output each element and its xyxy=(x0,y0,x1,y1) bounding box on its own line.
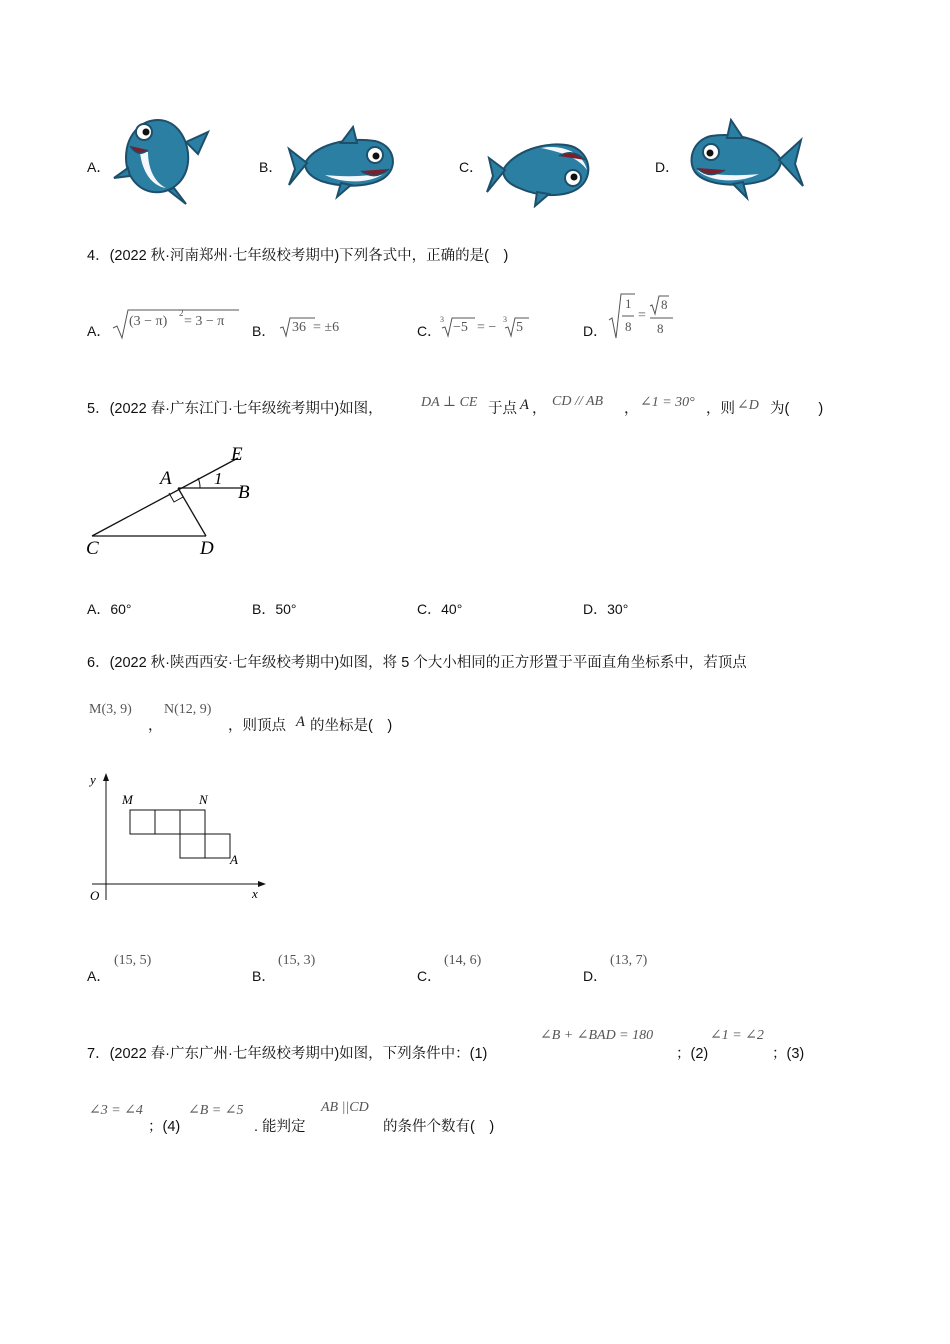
q5-stem-pre: 5．(2022 春·广东江门·七年级统考期中)如图， xyxy=(87,401,383,417)
option-label-b: B． xyxy=(259,159,283,175)
option-label-a: A． xyxy=(87,323,111,339)
q5-expr-parallel: CD // AB xyxy=(552,394,604,409)
shark-upright-icon xyxy=(108,112,213,207)
q4-d-den2: 8 xyxy=(657,321,664,336)
label-c: C xyxy=(86,538,99,559)
q6-stem-end: 的坐标是( ) xyxy=(310,718,393,734)
q5-option-c xyxy=(417,599,462,619)
option-value: 60° xyxy=(110,601,132,617)
option-value: 30° xyxy=(607,601,629,617)
option-label: B． xyxy=(252,601,276,617)
q6-n-coord: N(12, 9) xyxy=(164,702,212,717)
label-b: B xyxy=(238,482,250,503)
q4-b-radicand: 36 xyxy=(292,320,306,335)
q4-c-lhs: −5 xyxy=(453,320,468,335)
option-value-b: (15, 3) xyxy=(278,953,316,968)
q4-stem: 4．(2022 秋·河南郑州·七年级校考期中)下列各式中，正确的是( ) xyxy=(87,248,509,264)
axis-y-label: y xyxy=(90,772,96,787)
q7-condition-4: ∠B = ∠5 xyxy=(188,1103,244,1118)
option-value: 40° xyxy=(441,601,463,617)
label-m: M xyxy=(122,792,133,807)
q7-condition-2: ∠1 = ∠2 xyxy=(710,1028,764,1043)
q5-expr-perp: DA ⊥ CE xyxy=(421,395,478,410)
q4-a-radicand: (3 − π) xyxy=(129,314,168,329)
q5-sep2: ， xyxy=(624,401,639,417)
q4-c-mid: = − xyxy=(477,320,497,335)
q5-expr-angle-d: ∠D xyxy=(737,398,759,413)
q6-m-coord: M(3, 9) xyxy=(89,702,132,717)
q4-c-index: 3 xyxy=(440,315,444,324)
q6-figure xyxy=(84,770,274,910)
q5-stem-mid2: ，则 xyxy=(706,401,735,417)
q4-d-num2: 8 xyxy=(661,297,668,312)
option-label-d: D． xyxy=(583,968,608,984)
option-label: D． xyxy=(583,601,608,617)
label-e: E xyxy=(231,444,243,465)
option-value: 50° xyxy=(275,601,297,617)
q5-figure xyxy=(80,440,270,565)
q6-comma: ， xyxy=(148,718,163,734)
option-label: C． xyxy=(417,601,442,617)
option-value-c: (14, 6) xyxy=(444,953,482,968)
q4-d-num: 1 xyxy=(625,296,632,311)
option-value-a: (15, 5) xyxy=(114,953,152,968)
q4-c-rhs: 5 xyxy=(516,320,523,335)
q4-d-den: 8 xyxy=(625,319,632,334)
shark-flipped-icon xyxy=(485,130,595,208)
q5-expr-angle: ∠1 = 30° xyxy=(640,395,695,410)
label-1: 1 xyxy=(214,469,223,488)
q5-stem-end: 为( ) xyxy=(770,401,824,417)
q4-d-eq: = xyxy=(638,308,646,323)
q5-point: A xyxy=(520,397,529,413)
q7-target: AB ||CD xyxy=(321,1100,369,1115)
q6-point: A xyxy=(296,714,305,730)
q7-sep-4: . 能判定 xyxy=(254,1119,306,1135)
option-value-d: (13, 7) xyxy=(610,953,648,968)
q7-stem-end: 的条件个数有( ) xyxy=(383,1119,495,1135)
option-label-b: B． xyxy=(252,968,276,984)
option-label-a: A． xyxy=(87,968,111,984)
q7-stem-text: 7．(2022 春·广东广州·七年级校考期中)如图，下列条件中：(1) xyxy=(87,1046,488,1062)
q4-c-index-2: 3 xyxy=(503,315,507,324)
label-d: D xyxy=(200,538,214,559)
option-label-a: A． xyxy=(87,159,111,175)
q7-sep-3: ；(4) xyxy=(148,1119,181,1135)
q6-stem: 6．(2022 秋·陕西西安·七年级校考期中)如图，将 5 个大小相同的正方形置于平面直角坐标系中，若顶点 xyxy=(87,655,747,671)
option-label-c: C． xyxy=(417,968,442,984)
q5-option-a xyxy=(87,599,132,619)
shark-right-icon xyxy=(285,125,400,200)
label-a: A xyxy=(160,468,172,489)
q4-a-rhs: = 3 − π xyxy=(184,314,225,329)
option-label-b: B． xyxy=(252,323,276,339)
shark-left-icon xyxy=(683,118,808,203)
q5-stem-mid1: 于点 xyxy=(488,401,517,417)
q7-sep-1: ；(2) xyxy=(676,1046,709,1062)
q4-b-rhs: = ±6 xyxy=(313,320,340,335)
q7-condition-3: ∠3 = ∠4 xyxy=(89,1103,143,1118)
q6-stem-pre: ，则顶点 xyxy=(228,718,286,734)
option-label: A． xyxy=(87,601,111,617)
q7-condition-1: ∠B + ∠BAD = 180 xyxy=(540,1028,654,1043)
origin-label: O xyxy=(90,888,100,903)
option-label-c: C． xyxy=(459,159,484,175)
q7-sep-2: ；(3) xyxy=(772,1046,805,1062)
axis-x-label: x xyxy=(252,886,258,901)
q5-option-d xyxy=(583,599,628,619)
label-n: N xyxy=(199,792,208,807)
q5-option-b xyxy=(252,599,297,619)
label-a: A xyxy=(230,852,238,867)
option-label-d: D． xyxy=(655,159,680,175)
option-label-d: D． xyxy=(583,323,608,339)
q5-sep1: ， xyxy=(532,401,547,417)
option-label-c: C． xyxy=(417,323,442,339)
q4-a-exponent: 2 xyxy=(179,308,184,318)
